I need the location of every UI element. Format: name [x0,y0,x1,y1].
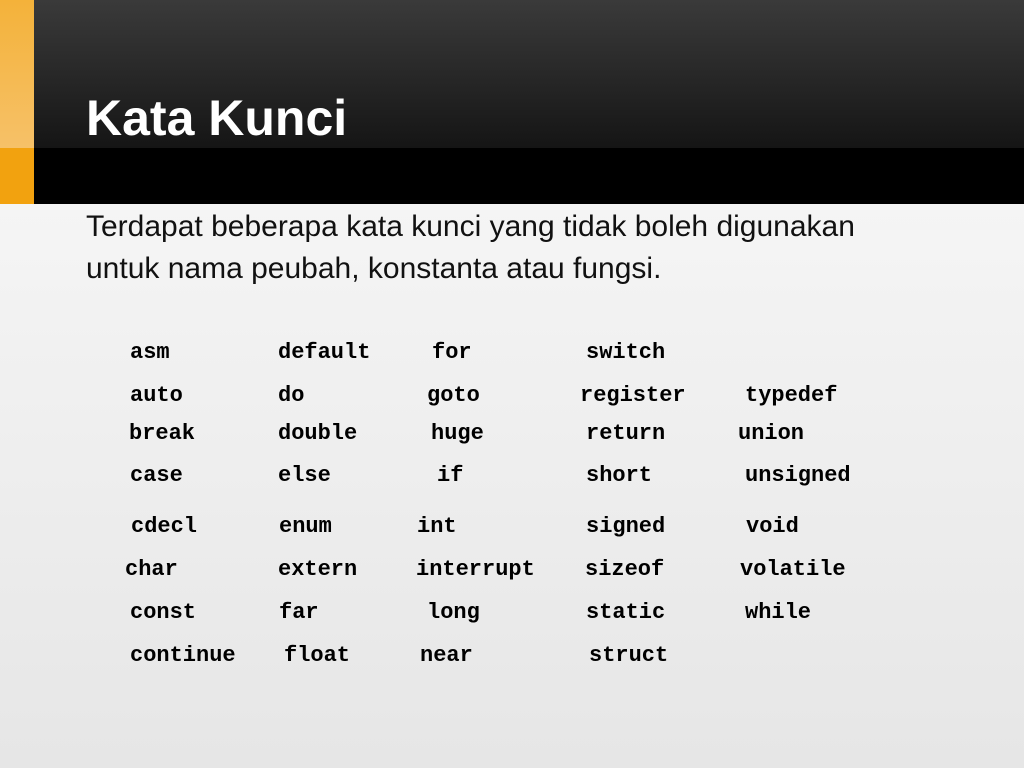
keyword: long [427,600,480,625]
keyword: sizeof [585,557,665,582]
keyword: void [746,514,799,539]
keyword: double [278,421,358,446]
title-bar [0,0,1024,204]
keyword: static [586,600,666,625]
keyword: break [129,421,196,446]
keyword: register [580,383,686,408]
slide-title: Kata Kunci [86,90,348,146]
keyword: extern [278,557,358,582]
keyword: do [278,383,305,408]
keyword: asm [130,340,170,365]
keyword: continue [130,643,236,668]
body-line-1: Terdapat beberapa kata kunci yang tidak boleh digunakan [86,210,855,243]
keyword: volatile [740,557,846,582]
keyword: default [278,340,371,365]
keyword: enum [279,514,332,539]
keyword: else [278,463,331,488]
keyword: if [437,463,464,488]
keyword: cdecl [131,514,198,539]
keyword: char [125,557,178,582]
keyword: const [130,600,197,625]
keyword: float [284,643,351,668]
keyword: union [738,421,805,446]
keyword: near [420,643,473,668]
keyword: far [279,600,319,625]
keyword: case [130,463,183,488]
accent-bar-gloss [0,0,34,148]
keyword: typedef [745,383,838,408]
keyword: signed [586,514,666,539]
keyword: switch [586,340,666,365]
keyword: struct [589,643,669,668]
keyword: huge [431,421,484,446]
keyword: unsigned [745,463,851,488]
keyword: int [417,514,457,539]
keyword: auto [130,383,183,408]
keyword: while [745,600,812,625]
keyword: short [586,463,653,488]
keyword: return [586,421,666,446]
keyword: for [432,340,472,365]
slide-body-text [86,206,986,290]
keyword: goto [427,383,480,408]
body-line-2: untuk nama peubah, konstanta atau fungsi. [86,252,662,285]
accent-bar [0,0,34,204]
keyword: interrupt [416,557,535,582]
